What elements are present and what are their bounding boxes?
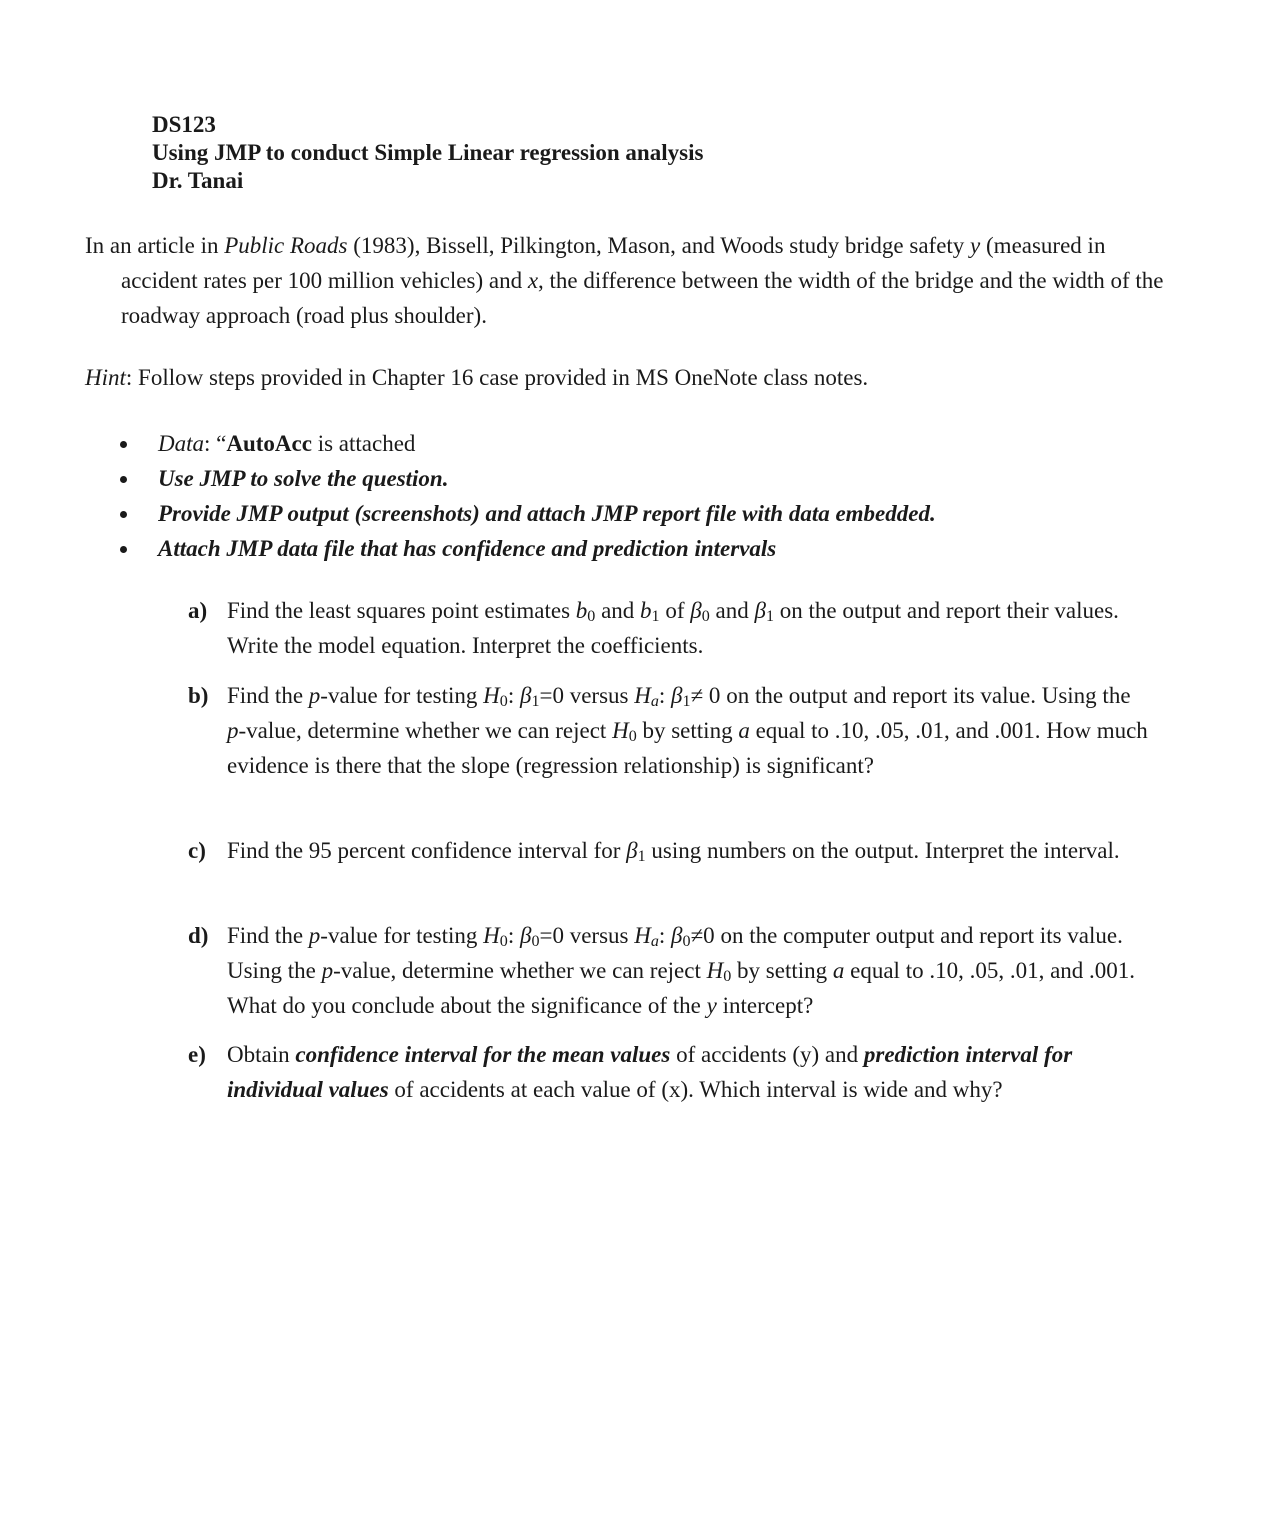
instructions-list — [115, 426, 936, 566]
document-header — [152, 111, 703, 195]
list-item: Provide JMP output (screenshots) and attach JMP report file with data embedded. — [115, 496, 936, 531]
list-item: Use JMP to solve the question. — [115, 461, 936, 496]
course-code: DS123 — [152, 112, 216, 137]
bullet-icon — [120, 441, 127, 448]
instructor-name: Dr. Tanai — [152, 168, 244, 193]
question-a: a) Find the least squares point estimates $b_0$ and $b_1$ of $\beta_0$ and $\beta_1$ on the output and report their values. Write the model equation. Interpret the coefficients. — [188, 593, 1148, 663]
bullet-icon — [120, 476, 127, 483]
question-label: e) — [188, 1042, 206, 1067]
question-c: c) Find the 95 percent confidence interval for $\beta_1$ using numbers on the output. Interpret the interval. — [188, 833, 1148, 868]
document-title: Using JMP to conduct Simple Linear regression analysis — [152, 140, 704, 165]
question-e: e) Obtain confidence interval for the mean values of accidents (y) and prediction interval for individual values of accidents at each value of (x). Which interval is wide and why? — [188, 1037, 1148, 1107]
hint-line: Hint: Follow steps provided in Chapter 16 case provided in MS OneNote class notes. — [85, 365, 869, 390]
question-b: b) Find the p-value for testing $H_0$: $\beta_1=0$ versus $H_a$: $\beta_1\ne 0$ on the output and report its value. Using the p-value, determine whether we can reject $H_0$ by setting a equal to .10, .05, .01, and .001. How much evidence is there that the slope (regression relationship) is significant? — [188, 678, 1148, 783]
bullet-icon — [120, 546, 127, 553]
question-label: b) — [188, 683, 209, 708]
question-label: a) — [188, 598, 208, 623]
question-d: d) Find the p-value for testing $H_0$: $\beta_0=0$ versus $H_a$: $\beta_0\ne 0$ on the computer output and report its value. Using the p-value, determine whether we can reject $H_0$ by setting a equal to .10, .05, .01, and .001. What do you conclude about the significance of the y intercept? — [188, 918, 1148, 1023]
list-item: Attach JMP data file that has confidence and prediction intervals — [115, 531, 936, 566]
question-label: d) — [188, 923, 209, 948]
hint-label: Hint — [85, 365, 126, 390]
data-file-name: AutoAcc — [226, 431, 312, 456]
list-item: Data: “AutoAcc is attached — [115, 426, 936, 461]
journal-name: Public Roads — [224, 233, 348, 258]
bullet-icon — [120, 511, 127, 518]
intro-paragraph: In an article in Public Roads (1983), Bissell, Pilkington, Mason, and Woods study bridge safety y (measured in accident rates per 100 million vehicles) and x, the difference between the width of the bridge and the width of the roadway approach (road plus shoulder). — [85, 233, 1164, 328]
question-label: c) — [188, 838, 206, 863]
